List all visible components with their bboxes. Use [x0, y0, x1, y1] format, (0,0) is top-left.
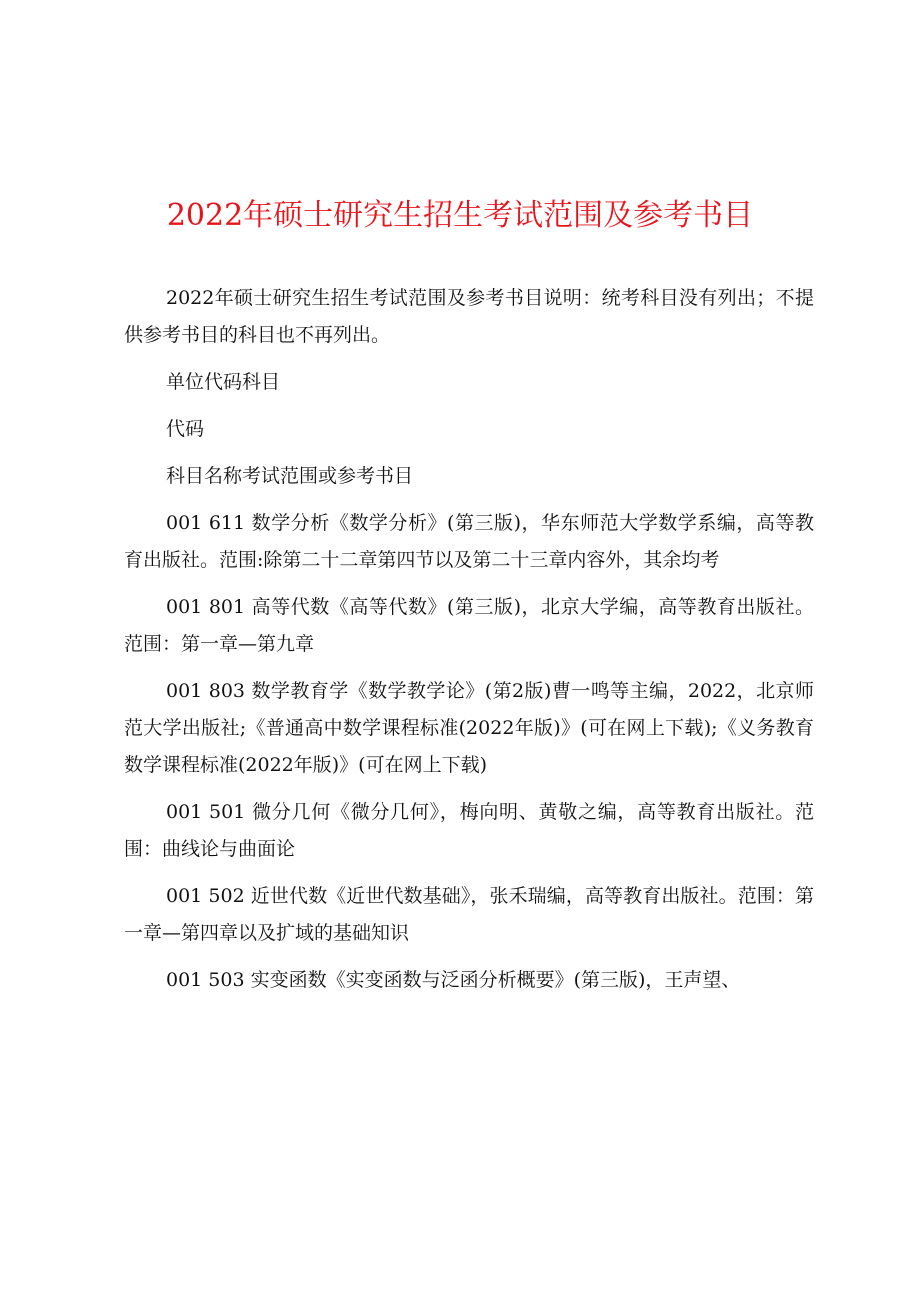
entry-503-paragraph: 001 503 实变函数《实变函数与泛函分析概要》(第三版)，王声望、	[166, 969, 741, 991]
document-title: 2022年硕士研究生招生考试范围及参考书目	[166, 198, 754, 233]
entry-801-paragraph: 001 801 高等代数《高等代数》(第三版)，北京大学编，高等教育出版社。范围：第一章—第九章	[124, 596, 814, 655]
table-header-subject-name: 科目名称考试范围或参考书目	[166, 465, 414, 487]
entry-611-paragraph: 001 611 数学分析《数学分析》(第三版)，华东师范大学数学系编，高等教育出版社。范围:除第二十二章第四节以及第二十三章内容外，其余均考	[124, 512, 814, 571]
table-header-unit-code: 单位代码科目	[166, 371, 281, 393]
document-body	[124, 280, 814, 999]
entry-501-paragraph: 001 501 微分几何《微分几何》，梅向明、黄敬之编，高等教育出版社。范围：曲线论与曲面论	[124, 801, 814, 860]
entry-502-paragraph: 001 502 近世代数《近世代数基础》，张禾瑞编，高等教育出版社。范围：第一章—第四章以及扩域的基础知识	[124, 885, 814, 944]
table-header-code: 代码	[166, 418, 205, 440]
intro-paragraph: 2022年硕士研究生招生考试范围及参考书目说明：统考科目没有列出；不提供参考书目的科目也不再列出。	[124, 287, 814, 346]
entry-803-paragraph: 001 803 数学教育学《数学教学论》(第2版)曹一鸣等主编，2022，北京师范大学出版社;《普通高中数学课程标准(2022年版)》(可在网上下载);《义务教育数学课程标准(2022年版)》(可在网上下载)	[124, 680, 814, 776]
